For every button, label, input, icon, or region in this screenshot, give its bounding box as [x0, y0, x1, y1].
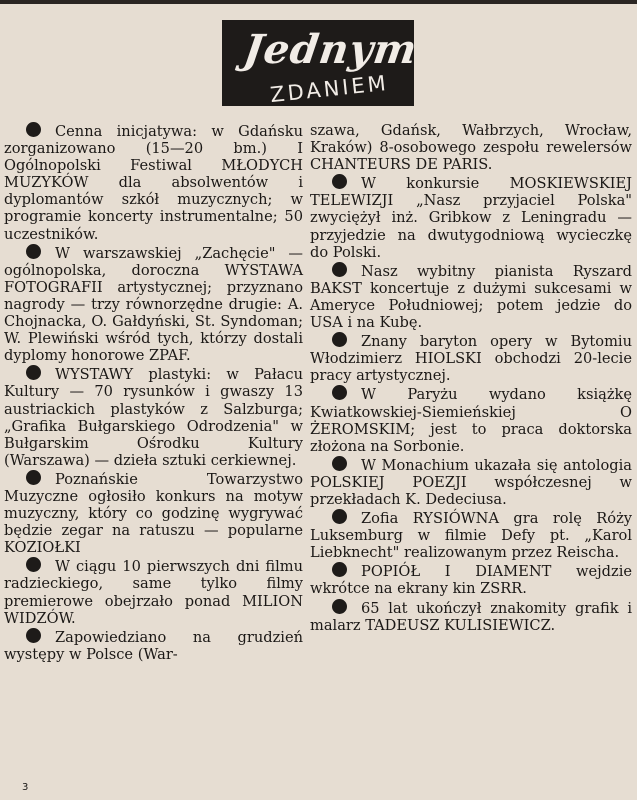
news-text: Nasz wybitny pianista Ryszard BAKST koncertuje z dużymi sukcesami w Ameryce Południowej; potem jedzie do USA i na Kubę.	[310, 262, 632, 332]
bullet-icon	[332, 509, 347, 524]
bullet-icon	[332, 599, 347, 614]
news-text: Znany baryton opery w Bytomiu Włodzimierz HIOLSKI obchodzi 20-lecie pracy artystycznej.	[310, 333, 632, 385]
news-text: W konkursie MOSKIEWSKIEJ TELEWIZJI „Nasz przyjaciel Polska" zwyciężył inż. Gribkow z Leningradu — przyjedzie na dwutygodniową wycieczkę do Polski.	[310, 175, 632, 261]
left-column	[4, 122, 303, 664]
news-text: WYSTAWY plastyki: w Pałacu Kultury — 70 rysunków i gwaszy 13 austriackich plastyków z Salzburga; „Grafika Bułgarskiego Odrodzenia" w Bułgarskim Ośrodku Kultury (Warszawa) — dzieła sztuki cerkiewnej.	[4, 366, 303, 469]
news-text: 65 lat ukończył znakomity grafik i malarz TADEUSZ KULISIEWICZ.	[310, 599, 632, 634]
top-rule	[0, 0, 637, 4]
bullet-icon	[26, 122, 41, 137]
bullet-icon	[26, 365, 41, 380]
news-item	[4, 557, 303, 626]
bullet-icon	[332, 385, 347, 400]
news-text: W warszawskiej „Zachęcie" — ogólnopolska, doroczna WYSTAWA FOTOGRAFII artystycznej; przyznano nagrody — trzy równorzędne drugie: A. Chojnacka, O. Gałdyński, St. Syndoman; W. Plewiński wśród tych, którzy dostali dyplomy honorowe ZPAF.	[4, 244, 303, 365]
news-item	[310, 174, 632, 260]
news-item	[4, 122, 303, 243]
news-item	[310, 262, 632, 331]
bullet-icon	[332, 332, 347, 347]
news-item	[4, 628, 303, 663]
page-number: 3	[22, 782, 29, 793]
bullet-icon	[332, 262, 347, 277]
news-text: W Paryżu wydano książkę Kwiatkowskiej-Siemieńskiej O ŻEROMSKIM; jest to praca doktorska złożona na Sorbonie.	[310, 386, 632, 455]
news-item	[310, 509, 632, 561]
right-column	[310, 122, 632, 635]
news-text: Poznańskie Towarzystwo Muzyczne ogłosiło konkurs na motyw muzyczny, który co godzinę wygrywać będzie zegar na ratuszu — popularne KOZIOŁKI	[4, 470, 303, 557]
news-item	[4, 244, 303, 365]
bullet-icon	[332, 174, 347, 189]
news-item	[4, 365, 303, 469]
news-item	[310, 456, 632, 508]
news-text: Zofia RYSIÓWNA gra rolę Róży Luksemburg w filmie Defy pt. „Karol Liebknecht" realizowanym przez Reischa.	[310, 510, 632, 562]
column-masthead	[222, 20, 421, 108]
masthead-caps-word: ZDANIEM	[269, 70, 390, 108]
news-text: W ciągu 10 pierwszych dni filmu radzieckiego, same tylko filmy premierowe obejrzało ponad MILION WIDZÓW.	[4, 558, 303, 627]
bullet-icon	[26, 628, 41, 643]
news-item-continuation: szawa, Gdańsk, Wałbrzych, Wrocław, Kraków) 8-osobowego zespołu rewelersów CHANTEURS DE PARIS.	[310, 122, 632, 174]
masthead-script-word: Jednym	[240, 26, 421, 73]
bullet-icon	[332, 562, 347, 577]
news-text: W Monachium ukazała się antologia POLSKIEJ POEZJI współczesnej w przekładach K. Dedeciusa.	[310, 456, 632, 508]
bullet-icon	[26, 244, 41, 259]
bullet-icon	[26, 557, 41, 572]
news-text: Zapowiedziano na grudzień występy w Polsce (War-	[4, 628, 303, 663]
bullet-icon	[332, 456, 347, 471]
news-text: POPIÓŁ I DIAMENT wejdzie wkrótce na ekrany kin ZSRR.	[310, 563, 632, 598]
news-item	[310, 599, 632, 634]
news-item	[4, 470, 303, 556]
news-item	[310, 332, 632, 384]
news-item	[310, 562, 632, 597]
bullet-icon	[26, 470, 41, 485]
news-text: Cenna inicjatywa: w Gdańsku zorganizowano (15—20 bm.) I Ogólnopolski Festiwal MŁODYCH MUZYKÓW dla absolwentów i dyplomantów szkół muzycznych; w programie koncerty instrumentalne; 50 uczestników.	[4, 123, 303, 243]
news-item	[310, 385, 632, 454]
